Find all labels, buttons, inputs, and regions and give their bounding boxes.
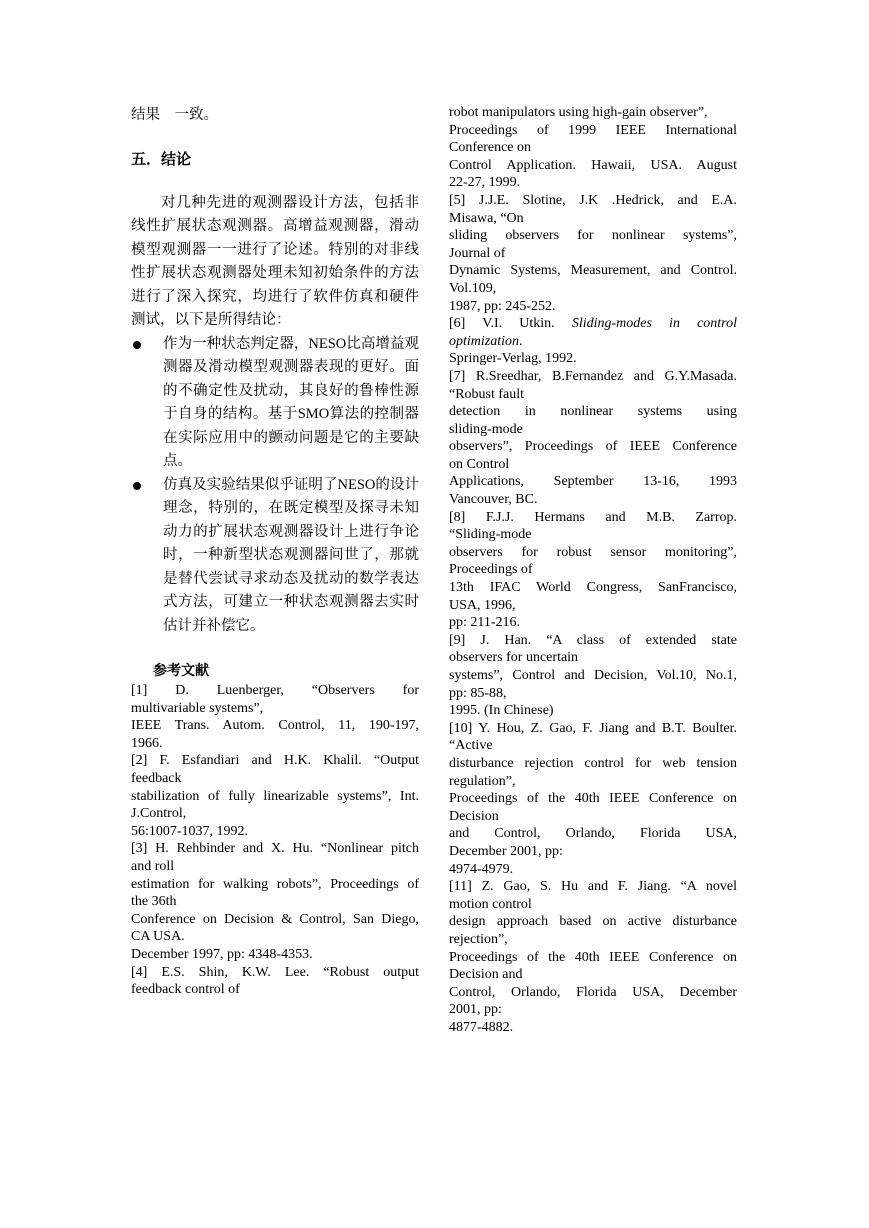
reference-line: USA, 1996, (449, 597, 516, 613)
bullet-icon (133, 341, 141, 349)
reference-line: [7] R.Sreedhar, B.Fernandez and G.Y.Masada. (449, 368, 737, 384)
reference-line: [3] H. Rehbinder and X. Hu. “Nonlinear pitch (131, 841, 419, 857)
reference-line: “Sliding-mode (449, 527, 532, 543)
reference-line: Decision and (449, 967, 523, 983)
reference-line: Conference on (449, 140, 532, 156)
reference-line: “Active (449, 738, 493, 754)
conclusion-item-text: 作为一种状态判定器，NESO比高增益观测器及滑动模型观测器表现的更好。面的不确定性及扰动，其良好的鲁棒性源于自身的结构。基于SMO算法的控制器在实际应用中的颤动问题是它的主要缺点。 (163, 335, 419, 469)
bullet-icon (133, 482, 141, 490)
reference-line: CA USA. (131, 929, 185, 945)
reference-line: 1995. (In Chinese) (449, 703, 554, 719)
reference-line: systems”, Control and Decision, Vol.10, No.1, (449, 668, 737, 683)
reference-line: December 1997, pp: 4348-4353. (131, 946, 313, 962)
reference-line: pp: 211-216. (449, 615, 521, 631)
reference-line: Springer-Verlag, 1992. (449, 351, 577, 367)
reference-line: disturbance rejection control for web tension (449, 755, 737, 771)
reference-line: J.Control, (131, 806, 187, 822)
conclusion-item (131, 333, 419, 474)
reference-line: detection in nonlinear systems using (449, 404, 737, 420)
reference-line: [4] E.S. Shin, K.W. Lee. “Robust output (131, 964, 419, 980)
reference-line (449, 333, 737, 351)
conclusion-item-text: 仿真及实验结果似乎证明了NESO的设计理念，特别的，在既定模型及探寻未知动力的扩展状态观测器设计上进行争论时，一种新型状态观测器问世了，那就是替代尝试寻求动态及扰动的数学表达式方法，可建立一种状态观测器去实时估计并补偿它。 (163, 476, 419, 634)
reference-line: Proceedings of (449, 562, 533, 578)
reference-line: and Control, Orlando, Florida USA, (449, 826, 737, 842)
conclusion-list (131, 333, 419, 639)
reference-line: 22-27, 1999. (449, 175, 521, 191)
reference-line: the 36th (131, 894, 177, 910)
reference-line: [5] J.J.E. Slotine, J.K .Hedrick, and E.A. (449, 192, 737, 208)
reference-line: [11] Z. Gao, S. Hu and F. Jiang. “A novel (449, 879, 737, 895)
reference-line: [9] J. Han. “A class of extended state (449, 632, 737, 648)
section-heading-conclusion: 五．结论 (131, 151, 192, 168)
references-list-right-a (449, 104, 737, 315)
reference-line: Decision (449, 808, 499, 824)
reference-line: Proceedings of the 40th IEEE Conference on (449, 949, 737, 965)
reference-line: pp: 85-88, (449, 685, 507, 701)
reference-line: stabilization of fully linearizable systems”, Int. (131, 788, 419, 804)
reference-line: Control, Orlando, Florida USA, December (449, 984, 737, 1000)
reference-6-title: Sliding-modes in control (571, 316, 737, 332)
reference-line: Vol.109, (449, 280, 497, 296)
reference-line: [2] F. Esfandiari and H.K. Khalil. “Output (131, 753, 419, 769)
reference-line: 1966. (131, 735, 163, 751)
reference-line: observers for uncertain (449, 650, 579, 666)
reference-line: rejection”, (449, 931, 508, 947)
reference-line: 2001, pp: (449, 1002, 502, 1018)
reference-line: on Control (449, 456, 510, 472)
reference-line: robot manipulators using high-gain observer”, (449, 105, 708, 120)
right-column (449, 104, 737, 1036)
reference-line (449, 315, 737, 333)
reference-line: Journal of (449, 245, 506, 261)
references-heading: 参考文献 (153, 664, 209, 679)
reference-line: estimation for walking robots”, Proceedings of (131, 876, 419, 892)
reference-line: [1] D. Luenberger, “Observers for (131, 683, 419, 698)
reference-line: motion control (449, 896, 532, 912)
reference-6-prefix: [6] V.I. Utkin. (449, 316, 572, 332)
reference-line: feedback control of (131, 982, 240, 998)
reference-line: and roll (131, 858, 175, 874)
reference-line: 13th IFAC World Congress, SanFrancisco, (449, 580, 737, 596)
reference-line: multivariable systems”, (131, 700, 264, 716)
reference-line: design approach based on active disturbance (449, 914, 737, 930)
reference-line: [8] F.J.J. Hermans and M.B. Zarrop. (449, 509, 737, 525)
left-column (131, 104, 419, 999)
reference-line: regulation”, (449, 773, 516, 789)
reference-line: Applications, September 13-16, 1993 (449, 474, 737, 490)
reference-6-end: . (519, 333, 523, 349)
reference-line: observers for robust sensor monitoring”, (449, 544, 737, 560)
reference-line: Vancouver, BC. (449, 492, 538, 508)
reference-line: Misawa, “On (449, 210, 524, 226)
reference-6-title-cont: optimization (449, 333, 520, 349)
reference-line: Proceedings of the 40th IEEE Conference on (449, 791, 737, 807)
reference-line: IEEE Trans. Autom. Control, 11, 190-197, (131, 718, 419, 734)
reference-line: 4877-4882. (449, 1019, 514, 1035)
reference-line: Dynamic Systems, Measurement, and Control. (449, 263, 737, 279)
reference-line: sliding-mode (449, 421, 523, 437)
references-list-left (131, 682, 419, 999)
reference-line: 4974-4979. (449, 861, 514, 877)
reference-line: sliding observers for nonlinear systems”, (449, 228, 737, 244)
conclusion-item (131, 474, 419, 639)
paragraph-conclusion: 对几种先进的观测器设计方法，包括非线性扩展状态观测器。高增益观测器，滑动模型观测器一一进行了论述。特别的对非线性扩展状态观测器处理未知初始条件的方法进行了深入探究，均进行了软件仿真和硬件测试，以下是所得结论： (131, 194, 419, 328)
reference-6 (449, 315, 737, 350)
references-list-right-b (449, 350, 737, 1036)
reference-line: feedback (131, 770, 182, 786)
reference-line: 1987, pp: 245-252. (449, 298, 556, 314)
reference-line: Control Application. Hawaii, USA. August (449, 157, 737, 173)
reference-line: Conference on Decision & Control, San Diego, (131, 911, 419, 927)
reference-line: observers”, Proceedings of IEEE Conference (449, 439, 737, 455)
paragraph-intro: 结果 一致。 (131, 107, 218, 123)
reference-line: [10] Y. Hou, Z. Gao, F. Jiang and B.T. Boulter. (449, 720, 737, 736)
reference-line: Proceedings of 1999 IEEE International (449, 122, 737, 138)
reference-line: “Robust fault (449, 386, 525, 402)
reference-line: 56:1007-1037, 1992. (131, 823, 249, 839)
reference-line: December 2001, pp: (449, 843, 563, 859)
